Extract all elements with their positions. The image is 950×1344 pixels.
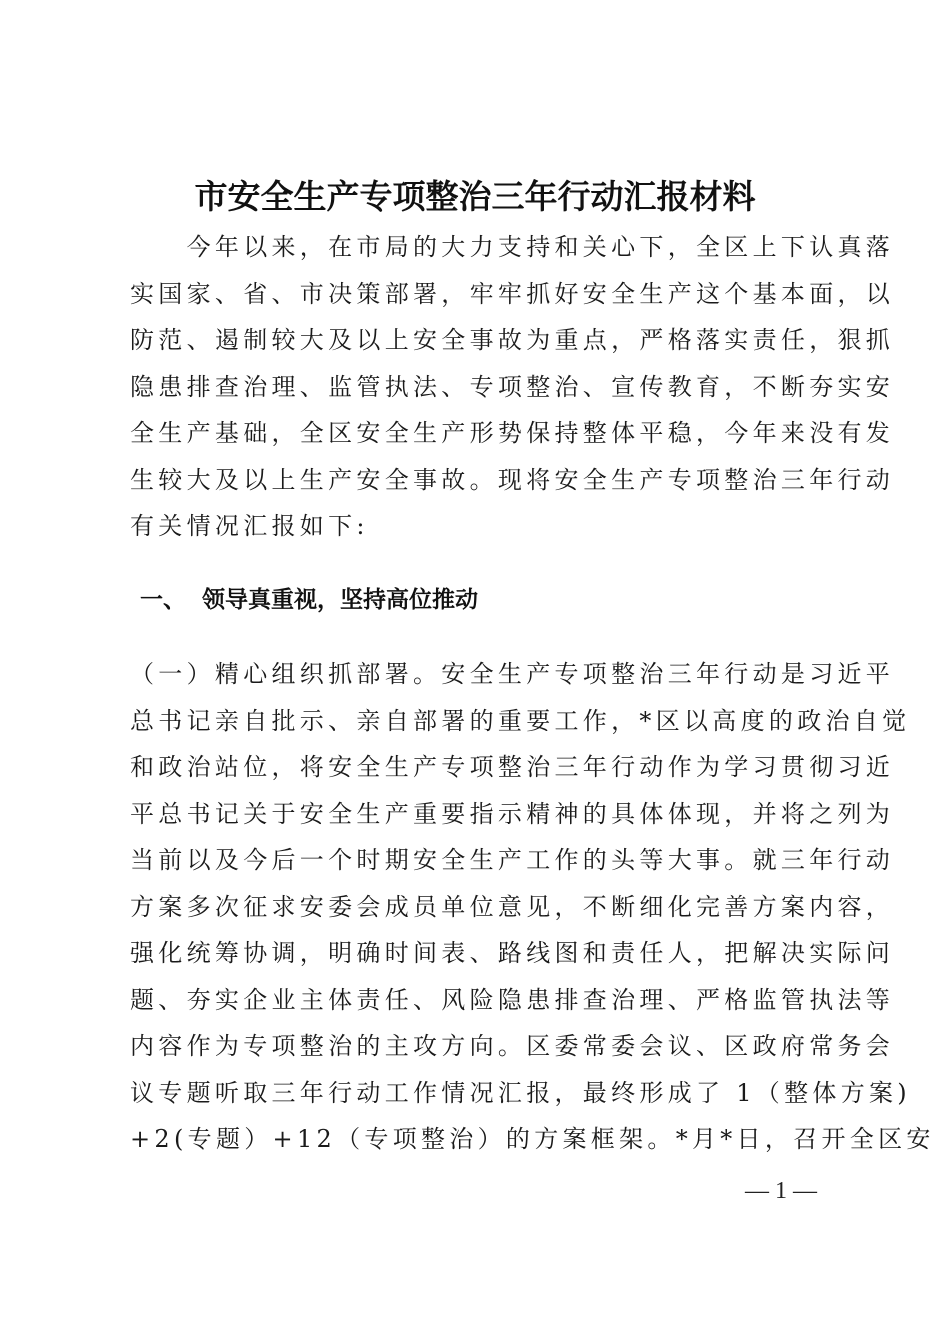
text-line: +2(专题）+12（专项整治）的方案框架。*月*日，召开全区安 [130, 1125, 935, 1153]
section-heading [140, 580, 478, 620]
text-line: 当前以及今后一个时期安全生产工作的头等大事。就三年行动 [130, 846, 895, 874]
text-line: 有关情况汇报如下: [130, 512, 369, 540]
page-number: — 1 — [745, 1178, 817, 1204]
intro-paragraph [130, 224, 895, 550]
text-line: 总书记亲自批示、亲自部署的重要工作，*区以高度的政治自觉 [130, 706, 911, 735]
section-number: 一、 [140, 587, 186, 613]
text-line: 今年以来，在市局的大力支持和关心下，全区上下认真落 [130, 233, 895, 261]
text-line: 内容作为专项整治的主攻方向。区委常委会议、区政府常务会 [130, 1032, 895, 1060]
text-line: 和政治站位，将安全生产专项整治三年行动作为学习贯彻习近 [130, 753, 895, 781]
subsection-paragraph [130, 651, 935, 1163]
section-title: 领导真重视，坚持高位推动 [202, 587, 478, 613]
text-line: 隐患排查治理、监管执法、专项整治、宣传教育，不断夯实安 [130, 372, 895, 401]
text-line: 平总书记关于安全生产重要指示精神的具体体现，并将之列为 [130, 799, 895, 828]
text-line: 生较大及以上生产安全事故。现将安全生产专项整治三年行动 [130, 465, 895, 494]
text-line: 实国家、省、市决策部署，牢牢抓好安全生产这个基本面，以 [130, 279, 895, 308]
text-line: 防范、遏制较大及以上安全事故为重点，严格落实责任，狠抓 [130, 326, 895, 354]
text-line: 强化统筹协调，明确时间表、路线图和责任人，把解决实际问 [130, 939, 895, 967]
text-line: 题、夯实企业主体责任、风险隐患排查治理、严格监管执法等 [130, 985, 895, 1014]
text-line: 全生产基础，全区安全生产形势保持整体平稳，今年来没有发 [130, 419, 895, 447]
document-title: 市安全生产专项整治三年行动汇报材料 [194, 177, 756, 216]
text-line: （一）精心组织抓部署。安全生产专项整治三年行动是习近平 [130, 660, 895, 688]
text-line: 议专题听取三年行动工作情况汇报，最终形成了 1（整体方案) [130, 1078, 911, 1107]
text-line: 方案多次征求安委会成员单位意见，不断细化完善方案内容， [130, 892, 895, 921]
